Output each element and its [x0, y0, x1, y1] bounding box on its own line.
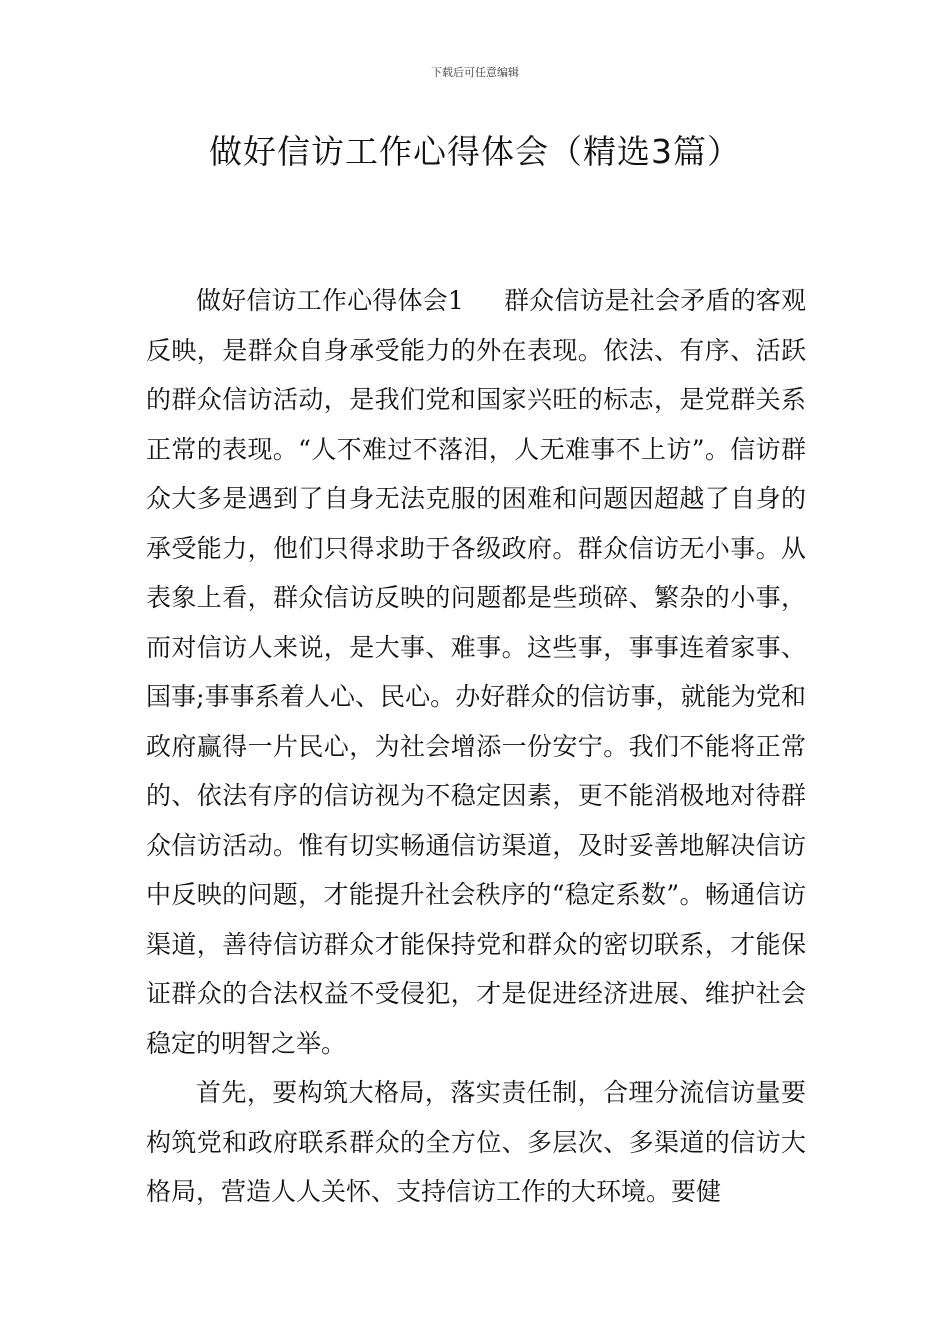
paragraph-1 — [146, 276, 806, 1068]
paragraph-1-text: 群众信访是社会矛盾的客观反映，是群众自身承受能力的外在表现。依法、有序、活跃的群众信访活动，是我们党和国家兴旺的标志，是党群关系正常的表现。“人不难过不落泪，人无难事不上访”。信访群众大多是遇到了自身无法克服的困难和问题因超越了自身的承受能力，他们只得求助于各级政府。群众信访无小事。从表象上看，群众信访反映的问题都是些琐碎、繁杂的小事，而对信访人来说，是大事、难事。这些事，事事连着家事、国事;事事系着人心、民心。办好群众的信访事，就能为党和政府赢得一片民心，为社会增添一份安宁。我们不能将正常的、依法有序的信访视为不稳定因素，更不能消极地对待群众信访活动。惟有切实畅通信访渠道，及时妥善地解决信访中反映的问题，才能提升社会秩序的“稳定系数”。畅通信访渠道，善待信访群众才能保持党和群众的密切联系，才能保证群众的合法权益不受侵犯，才是促进经济进展、维护社会稳定的明智之举。 — [146, 286, 806, 1058]
header-note: 下载后可任意编辑 — [431, 66, 519, 79]
document-body — [146, 276, 806, 1217]
section-heading: 做好信访工作心得体会1 — [196, 286, 464, 315]
document-title: 做好信访工作心得体会（精选3篇） — [209, 132, 741, 171]
paragraph-2: 首先，要构筑大格局，落实责任制，合理分流信访量要构筑党和政府联系群众的全方位、多层次、多渠道的信访大格局，营造人人关怀、支持信访工作的大环境。要健 — [146, 1078, 806, 1206]
